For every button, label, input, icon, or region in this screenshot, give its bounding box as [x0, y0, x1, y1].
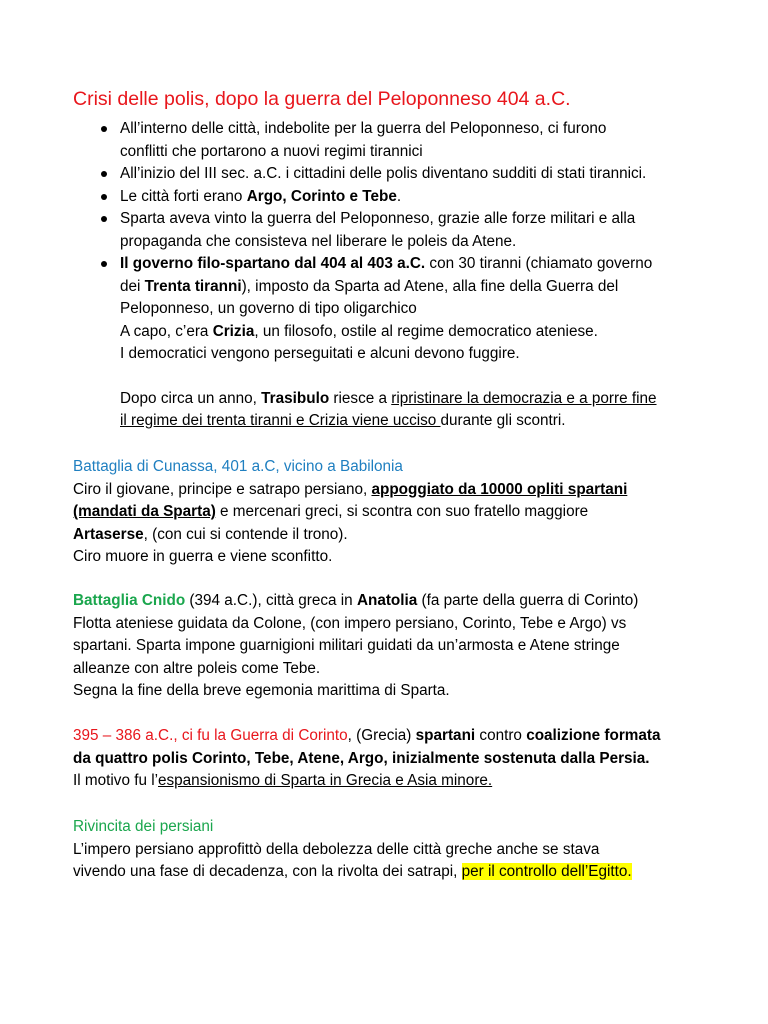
paragraph-line [73, 725, 723, 748]
bullet-text [120, 186, 719, 209]
bullet-text [120, 321, 719, 344]
bold-text: Anatolia [356, 592, 418, 609]
bullet-item [99, 163, 719, 186]
highlighted-text: per il controllo dell’Egitto. [461, 863, 632, 880]
bullet-text: conflitti che portarono a nuovi regimi tirannici [120, 142, 423, 160]
text-run: Dopo circa un anno, [120, 389, 262, 407]
bullet-text: All’inizio del III sec. a.C. i cittadini delle polis diventano sudditi di stati tirannici. [120, 165, 647, 182]
bold-text: Trenta tiranni [144, 277, 242, 295]
underlined-text: il regime dei trenta tiranni e Crizia viene ucciso [120, 412, 441, 429]
section-corinto [73, 725, 723, 793]
bullet-text: I democratici vengono perseguitati e alcuni devono fuggire. [120, 345, 520, 362]
paragraph-line: Ciro muore in guerra e viene sconfitto. [73, 548, 333, 565]
bullet-dot-icon [101, 171, 107, 177]
section-heading: Battaglia Cnido [73, 592, 186, 609]
paragraph-line [73, 524, 723, 547]
section-cnido [73, 590, 723, 703]
section-heading: 395 – 386 a.C., ci fu la Guerra di Corinto [73, 727, 348, 744]
page-title: Crisi delle polis, dopo la guerra del Peloponneso 404 a.C. [73, 88, 571, 110]
paragraph-line [73, 770, 723, 793]
section-heading: Rivincita dei persiani [73, 818, 214, 835]
section-heading: Battaglia di Cunassa, 401 a.C, vicino a Babilonia [73, 458, 403, 475]
paragraph-line [73, 861, 723, 884]
paragraph-line: spartani. Sparta impone guarnigioni militari guidati da un’armosta e Atene stringe [73, 637, 620, 654]
bullet-text: All’interno delle città, indebolite per la guerra del Peloponneso, ci furono [120, 120, 607, 137]
bullet-item [99, 253, 719, 433]
bullet-dot-icon [101, 194, 107, 200]
bullet-dot-icon [101, 126, 107, 132]
spacer [120, 366, 719, 388]
bullet-dot-icon [101, 261, 107, 267]
section-rivincita [73, 816, 723, 884]
bullet-text [120, 410, 719, 433]
text-run: ), imposto da Sparta ad Atene, alla fine della Guerra del [241, 277, 619, 295]
bold-text: Argo, Corinto e Tebe [246, 187, 397, 205]
underlined-text: appoggiato da 10000 opliti spartani [371, 480, 628, 498]
paragraph-line: alleanze con altre poleis come Tebe. [73, 659, 321, 677]
text-run: riesce a [329, 389, 392, 407]
bold-text: coalizione formata [526, 727, 661, 744]
text-run: Ciro il giovane, principe e satrapo persiano, [73, 480, 372, 498]
text-run: vivendo una fase di decadenza, con la rivolta dei satrapi, [73, 863, 462, 880]
bold-text: Trasibulo [261, 389, 330, 407]
text-run: Il motivo fu l’ [73, 772, 159, 789]
bullet-item [99, 208, 719, 253]
underlined-text: espansionismo di Sparta in Grecia e Asia minore. [158, 772, 493, 789]
bullet-text: propaganda che consisteva nel liberare le poleis da Atene. [120, 232, 517, 250]
bold-text: spartani [415, 727, 476, 744]
text-run: durante gli scontri. [440, 412, 566, 429]
text-run: contro [475, 727, 527, 744]
paragraph-line: L’impero persiano approfittò della debolezza delle città greche anche se stava [73, 840, 600, 858]
underlined-text: (mandati da Sparta) [73, 503, 216, 520]
text-run: . [396, 187, 402, 205]
section-cunassa [73, 456, 723, 569]
text-run: dei [120, 277, 145, 295]
bold-text: Il governo filo-spartano dal 404 al 403 a.C. [120, 255, 426, 272]
bullet-text [120, 253, 719, 276]
bold-text: Crizia [212, 322, 255, 340]
underlined-text: ripristinare la democrazia e a porre fine [391, 389, 657, 407]
text-run: , un filosofo, ostile al regime democratico ateniese. [254, 322, 598, 340]
bullet-text: Sparta aveva vinto la guerra del Peloponneso, grazie alle forze militari e alla [120, 210, 636, 227]
paragraph-line [73, 501, 723, 524]
text-run: con 30 tiranni (chiamato governo [425, 255, 653, 272]
text-run: A capo, c’era [120, 322, 213, 340]
paragraph-line [73, 590, 723, 613]
bullet-item [99, 118, 719, 163]
paragraph-line [73, 479, 723, 502]
bullet-text [120, 276, 719, 299]
paragraph-line: Segna la fine della breve egemonia marittima di Sparta. [73, 682, 450, 699]
text-run: Le città forti erano [120, 187, 247, 205]
text-run: e mercenari greci, si scontra con suo fratello maggiore [215, 503, 589, 520]
bullet-dot-icon [101, 216, 107, 222]
bullet-text: Peloponneso, un governo di tipo oligarchico [120, 300, 417, 317]
bullet-item [99, 186, 719, 209]
text-run: (fa parte della guerra di Corinto) [417, 592, 639, 609]
text-run: , (Grecia) [347, 727, 416, 744]
text-run: , (con cui si contende il trono). [143, 525, 348, 543]
paragraph-line [73, 748, 723, 771]
bullet-list [99, 118, 719, 433]
bold-text: Artaserse [73, 525, 144, 543]
bullet-text [120, 388, 719, 411]
bold-text: da quattro polis Corinto, Tebe, Atene, Argo, inizialmente sostenuta dalla Persia. [73, 749, 650, 767]
paragraph-line: Flotta ateniese guidata da Colone, (con impero persiano, Corinto, Tebe e Argo) vs [73, 614, 627, 632]
text-run: (394 a.C.), città greca in [185, 592, 357, 609]
